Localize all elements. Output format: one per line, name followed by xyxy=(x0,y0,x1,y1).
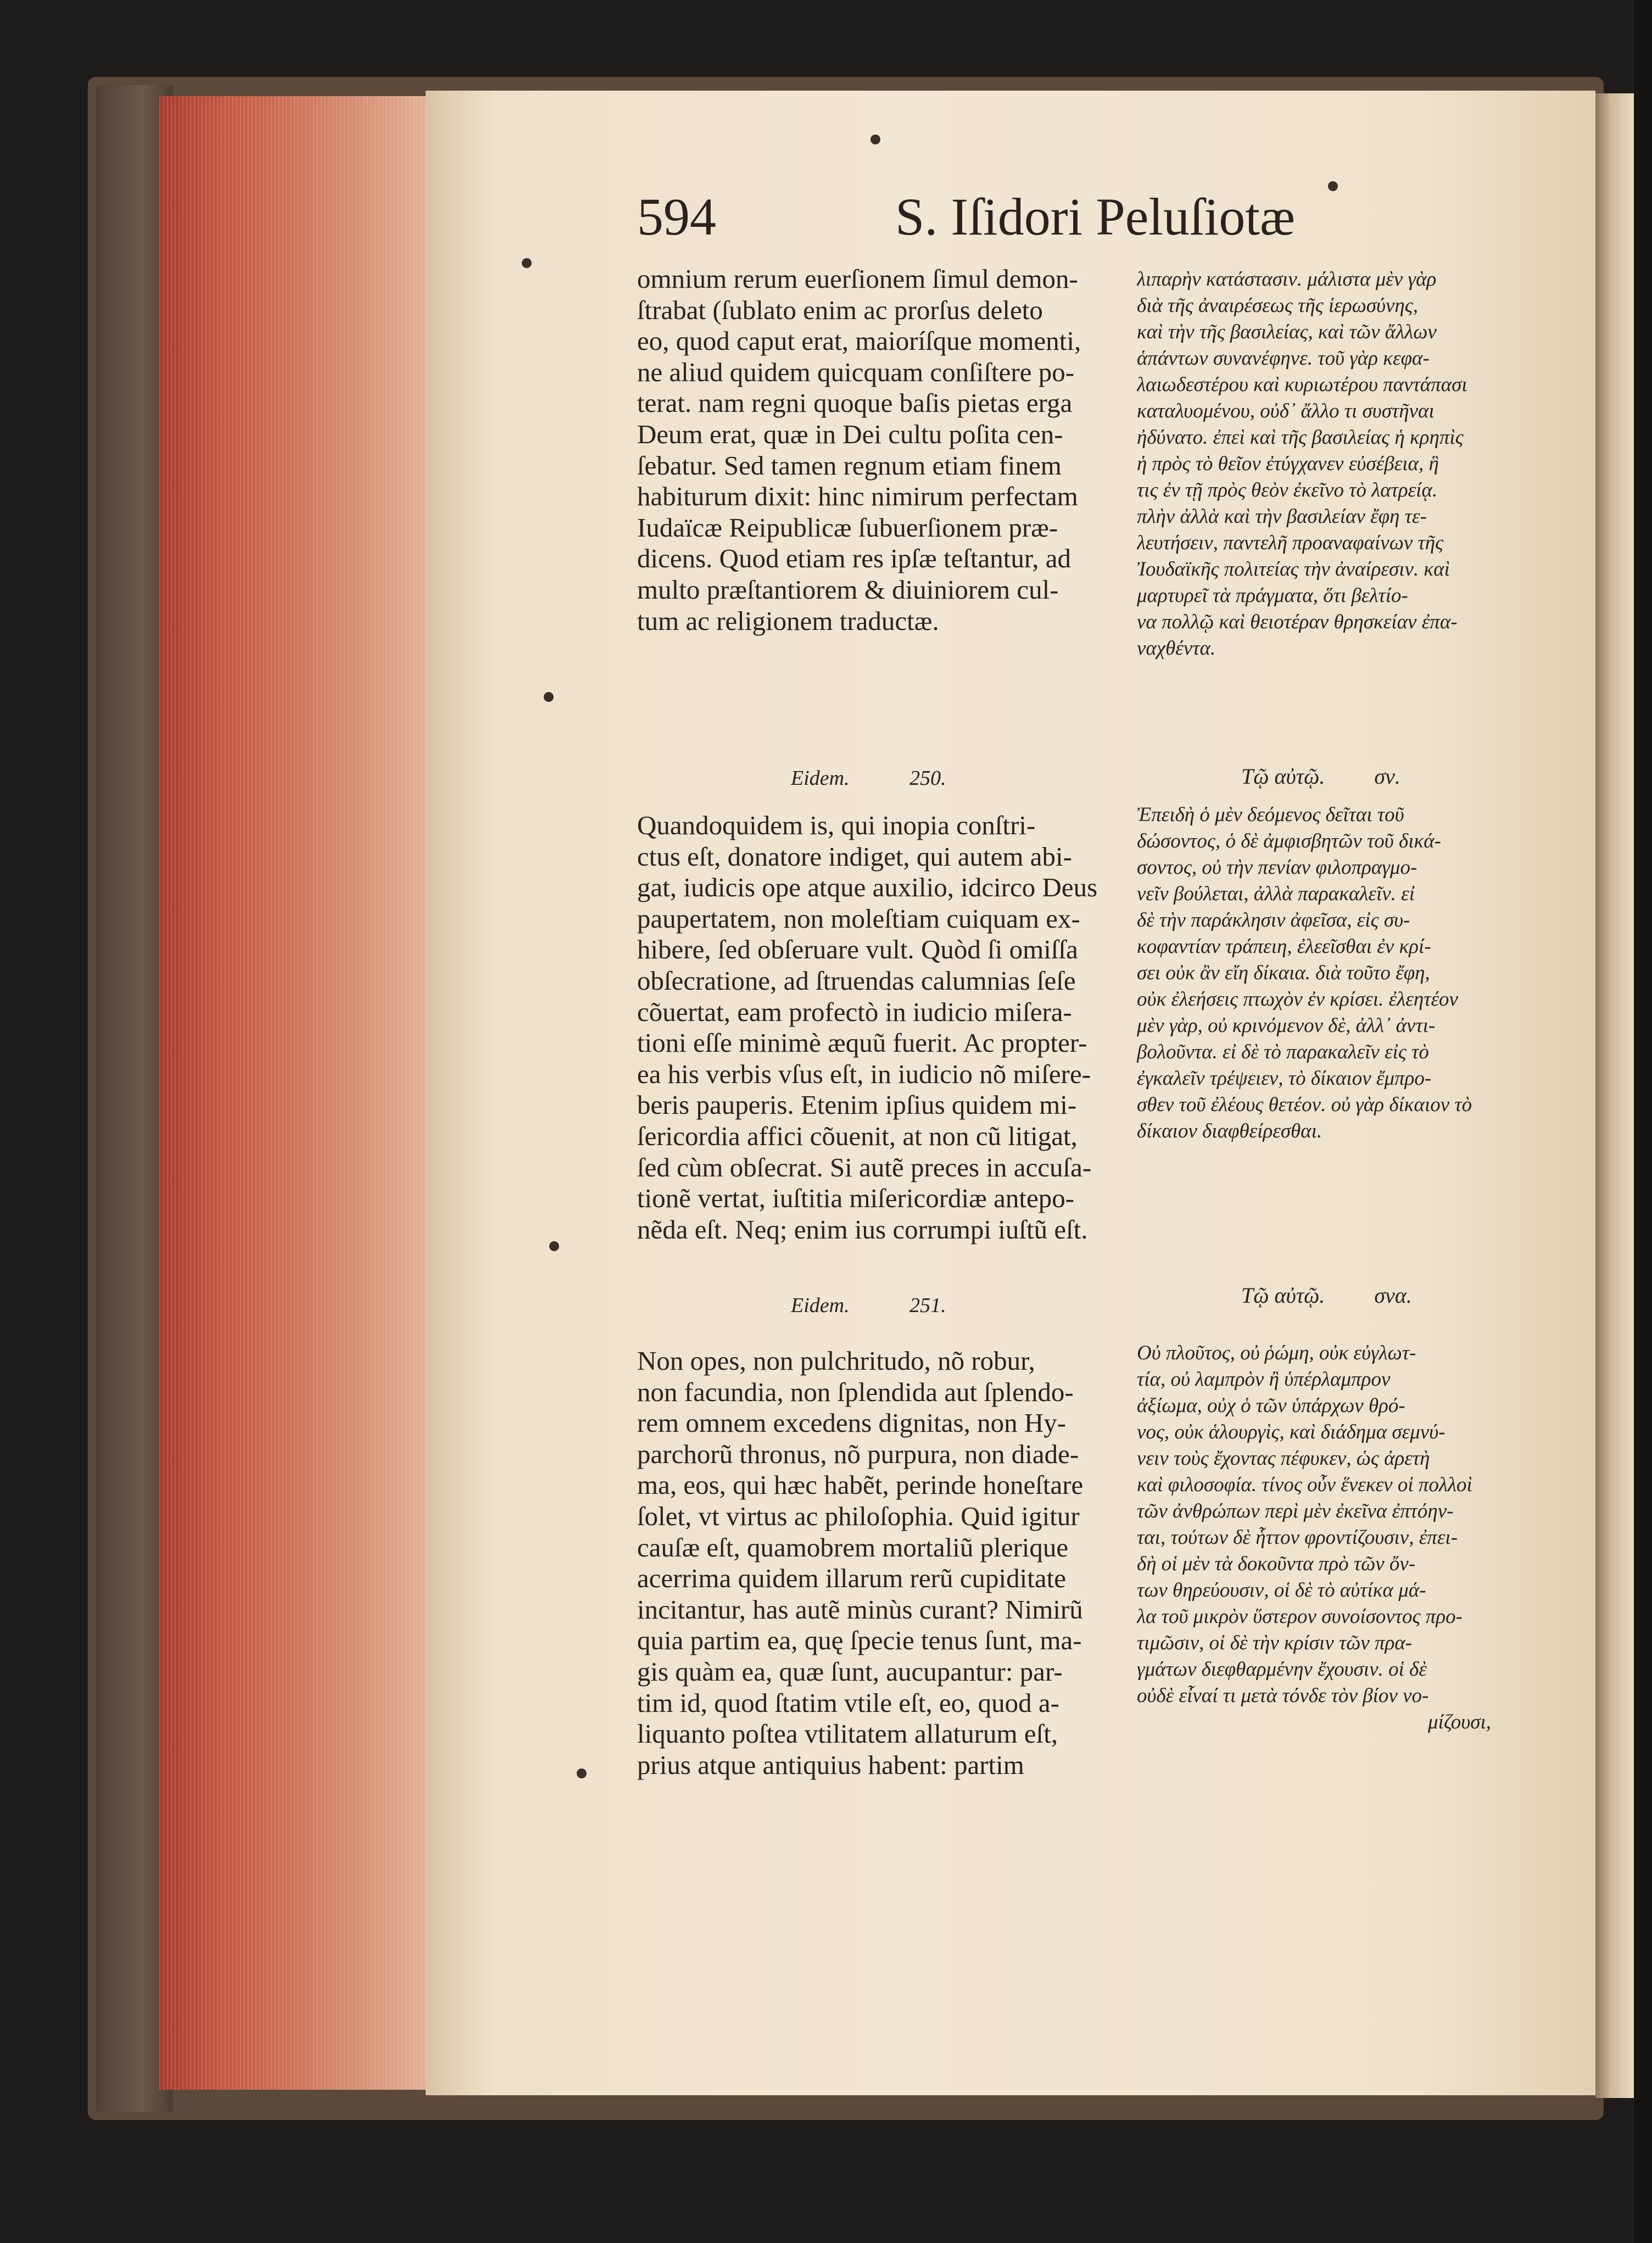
text-line: gat, iudicis ope atque auxilio, idcirco Deus xyxy=(637,872,1098,903)
text-line: οὐκ ἐλεήσεις πτωχὸν ἐν κρίσει. ἐλεητέον xyxy=(1137,988,1458,1011)
wormhole-mark xyxy=(870,135,880,144)
text-line: ea his verbis vſus eſt, in iudicio nõ miſere- xyxy=(637,1058,1091,1089)
heading-label: Eidem. xyxy=(791,767,850,790)
wormhole-mark xyxy=(1328,181,1338,191)
text-line: quia partim ea, quę ſpecie tenus ſunt, ma- xyxy=(637,1625,1082,1656)
text-line: hibere, ſed obſeruare vult. Quòd ſi omiſſa xyxy=(637,934,1078,965)
text-line: eo, quod caput erat, maioríſque momenti, xyxy=(637,326,1081,356)
text-line: multo præſtantiorem & diuiniorem cul- xyxy=(637,574,1059,605)
page-number: 594 xyxy=(637,187,716,246)
text-line: διὰ τῆς ἀναιρέσεως τῆς ἱερωσύνης, xyxy=(1137,294,1418,317)
text-line: beris pauperis. Etenim ipſius quidem mi- xyxy=(637,1090,1077,1120)
text-line: γμάτων διεφθαρμένην ἔχουσιν. οἱ δὲ xyxy=(1137,1658,1427,1681)
text-line: λα τοῦ μικρὸν ὕστερον συνοίσοντος προ- xyxy=(1137,1605,1463,1628)
text-line: νεῖν βούλεται, ἀλλὰ παρακαλεῖν. εἰ xyxy=(1137,883,1415,905)
text-line: Iudaïcæ Reipublicæ ſubuerſionem præ- xyxy=(637,512,1058,543)
text-line: Ἐπειδὴ ὁ μὲν δεόμενος δεῖται τοῦ xyxy=(1137,804,1404,826)
text-line: καταλυομένου, οὐδ᾽ ἄλλο τι συστῆναι xyxy=(1137,400,1435,422)
text-line: πλὴν ἀλλὰ καὶ τὴν βασιλείαν ἔφη τε- xyxy=(1137,505,1427,528)
text-line: δώσοντος, ὁ δὲ ἀμφισβητῶν τοῦ δικά- xyxy=(1137,830,1441,852)
text-line: rem omnem excedens dignitas, non Hy- xyxy=(637,1408,1067,1438)
text-line: ſericordia affici cõuenit, at non cũ litigat, xyxy=(637,1120,1078,1151)
text-line: Quandoquidem is, qui inopia conſtri- xyxy=(637,810,1036,840)
text-line: καὶ τὴν τῆς βασιλείας, καὶ τῶν ἄλλων xyxy=(1137,321,1437,343)
text-line: liquanto poſtea vtilitatem allaturum eſt, xyxy=(637,1718,1058,1749)
text-line: tum ac religionem traductæ. xyxy=(637,605,939,636)
letter-heading-latin xyxy=(791,1293,1065,1318)
text-line: ſebatur. Sed tamen regnum etiam finem xyxy=(637,450,1062,481)
text-line: μίζουσι, xyxy=(1428,1711,1491,1733)
latin-text-block xyxy=(637,1346,1131,1781)
text-line: Οὐ πλοῦτος, οὐ ῥώμη, οὐκ εὐγλωτ- xyxy=(1137,1342,1416,1364)
text-line: ἠδύνατο. ἐπεὶ καὶ τῆς βασιλείας ἡ κρηπὶς xyxy=(1137,426,1464,449)
text-line: ἡ πρὸς τὸ θεῖον ἐτύγχανεν εὐσέβεια, ἣ xyxy=(1137,453,1439,475)
text-line: dicens. Quod etiam res ipſæ teſtantur, ad xyxy=(637,543,1071,574)
text-line: δὴ οἱ μὲν τὰ δοκοῦντα πρὸ τῶν ὄν- xyxy=(1137,1553,1416,1575)
text-line: ma, eos, qui hæc habẽt, perinde honeſtare xyxy=(637,1470,1084,1500)
text-line: ctus eſt, donatore indiget, qui autem abi- xyxy=(637,841,1072,872)
text-line: prius atque antiquius habent: partim xyxy=(637,1749,1024,1780)
text-line: ἀξίωμα, οὐχ ὁ τῶν ὑπάρχων θρό- xyxy=(1137,1394,1405,1417)
text-line: των θηρεύουσιν, οἱ δὲ τὸ αὐτίκα μά- xyxy=(1137,1579,1426,1602)
text-line: τις ἐν τῇ πρὸς θεὸν ἐκεῖνο τὸ λατρείᾳ. xyxy=(1137,479,1438,501)
letter-number: σν. xyxy=(1374,764,1400,789)
text-line: ne aliud quidem quicquam conſiſtere po- xyxy=(637,356,1075,387)
wormhole-mark xyxy=(577,1768,587,1778)
running-head xyxy=(637,187,1318,258)
letter-heading-latin xyxy=(791,766,1065,790)
text-line: obſecratione, ad ſtruendas calumnias ſeſe xyxy=(637,965,1076,996)
text-line: βολοῦντα. εἰ δὲ τὸ παρακαλεῖν εἰς τὸ xyxy=(1137,1041,1429,1063)
page-title: S. Iſidori Peluſiotæ xyxy=(895,187,1296,246)
text-line: κοφαντίαν τράπειη, ἐλεεῖσθαι ἐν κρί- xyxy=(1137,935,1431,958)
text-line: νειν τοὺς ἔχοντας πέφυκεν, ὡς ἀρετὴ xyxy=(1137,1447,1430,1470)
facing-page-edge xyxy=(1595,93,1634,2098)
text-line: incitantur, has autẽ minùs curant? Nimirũ xyxy=(637,1594,1083,1625)
text-line: cauſæ eſt, quamobrem mortaliũ plerique xyxy=(637,1532,1069,1563)
text-line: paupertatem, non moleſtiam cuiquam ex- xyxy=(637,903,1080,934)
greek-text-block xyxy=(1137,802,1549,1145)
text-line: ται, τούτων δὲ ἧττον φροντίζουσιν, ἐπει- xyxy=(1137,1526,1458,1549)
text-line: λευτήσειν, παντελῆ προαναφαίνων τῆς xyxy=(1137,532,1444,554)
letter-heading-greek xyxy=(1241,1282,1472,1308)
text-line: ſtrabat (ſublato enim ac prorſus deleto xyxy=(637,294,1043,325)
text-line: λαιωδεστέρου καὶ κυριωτέρου παντάπασι xyxy=(1137,373,1467,396)
text-line: ſolet, vt virtus ac philoſophia. Quid igitur xyxy=(637,1500,1080,1531)
text-line: nẽda eſt. Neq; enim ius corrumpi iuſtũ eſt. xyxy=(637,1214,1088,1245)
text-line: λιπαρὴν κατάστασιν. μάλιστα μὲν γὰρ xyxy=(1137,268,1437,291)
text-line: μαρτυρεῖ τὰ πράγματα, ὅτι βελτίο- xyxy=(1137,584,1408,607)
text-line: τιμῶσιν, οἱ δὲ τὴν κρίσιν τῶν πρα- xyxy=(1137,1632,1413,1654)
letter-number: 251. xyxy=(909,1294,946,1317)
greek-text-block xyxy=(1137,266,1549,662)
text-line: tionẽ vertat, iuſtitia miſericordiæ antepo- xyxy=(637,1183,1075,1214)
text-line: cõuertat, eam profectò in iudicio miſera- xyxy=(637,996,1072,1027)
text-line: parchorũ thronus, nõ purpura, non diade- xyxy=(637,1438,1079,1469)
text-line: ἐγκαλεῖν τρέψειεν, τὸ δίκαιον ἔμπρο- xyxy=(1137,1067,1432,1090)
text-line: tim id, quod ſtatim vtile eſt, eo, quod a- xyxy=(637,1687,1059,1718)
text-line: Non opes, non pulchritudo, nõ robur, xyxy=(637,1346,1035,1376)
text-line: σοντος, οὐ τὴν πενίαν φιλοπραγμο- xyxy=(1137,856,1417,879)
text-line: habiturum dixit: hinc nimirum perfectam xyxy=(637,481,1078,512)
wormhole-mark xyxy=(549,1241,559,1251)
text-line: Deum erat, quæ in Dei cultu poſita cen- xyxy=(637,419,1063,449)
greek-text-block xyxy=(1137,1340,1549,1736)
text-line: δίκαιον διαφθείρεσθαι. xyxy=(1137,1120,1322,1142)
text-line: μὲν γὰρ, οὐ κρινόμενον δὲ, ἀλλ᾽ ἀντι- xyxy=(1137,1014,1436,1037)
text-line: να πολλῷ καὶ θειοτέραν θρησκείαν ἐπα- xyxy=(1137,611,1458,633)
text-line: ſed cùm obſecrat. Si autẽ preces in accuſa- xyxy=(637,1152,1092,1182)
wormhole-mark xyxy=(544,692,554,702)
text-line: οὐδὲ εἶναί τι μετὰ τόνδε τὸν βίον νο- xyxy=(1137,1684,1429,1707)
text-line: νος, οὐκ ἁλουργὶς, καὶ διάδημα σεμνύ- xyxy=(1137,1421,1446,1443)
letter-number: 250. xyxy=(909,767,946,790)
text-line: omnium rerum euerſionem ſimul demon- xyxy=(637,264,1078,294)
latin-text-block xyxy=(637,810,1131,1245)
heading-label: Τῷ αὐτῷ. xyxy=(1241,764,1325,789)
text-line: ἁπάντων συνανέφηνε. τοῦ γὰρ κεφα- xyxy=(1137,347,1430,370)
letter-number: σνα. xyxy=(1374,1283,1412,1308)
text-line: acerrima quidem illarum rerũ cupiditate xyxy=(637,1563,1066,1594)
text-line: σθεν τοῦ ἐλέους θετέον. οὐ γὰρ δίκαιον τὸ xyxy=(1137,1093,1472,1116)
letter-heading-greek xyxy=(1241,763,1472,789)
text-line: terat. nam regni quoque baſis pietas erga xyxy=(637,388,1073,419)
text-line: καὶ φιλοσοφία. τίνος οὖν ἕνεκεν οἱ πολλοὶ xyxy=(1137,1474,1472,1496)
text-line: ναχθέντα. xyxy=(1137,637,1216,660)
wormhole-mark xyxy=(522,258,532,268)
background-strip xyxy=(1634,0,1652,2243)
text-line: δὲ τὴν παράκλησιν ἀφεῖσα, εἰς συ- xyxy=(1137,909,1410,931)
text-line: non facundia, non ſplendida aut ſplendo- xyxy=(637,1376,1074,1407)
text-line: gis quàm ea, quæ ſunt, aucupantur: par- xyxy=(637,1656,1063,1687)
red-page-edges xyxy=(159,96,434,2090)
heading-label: Eidem. xyxy=(791,1294,850,1317)
heading-label: Τῷ αὐτῷ. xyxy=(1241,1283,1325,1308)
text-line: τία, οὐ λαμπρὸν ἢ ὑπέρλαμπρον xyxy=(1137,1368,1391,1391)
latin-text-block xyxy=(637,264,1131,637)
text-line: Ἰουδαϊκῆς πολιτείας τὴν ἀναίρεσιν. καὶ xyxy=(1137,558,1450,581)
text-line: τῶν ἀνθρώπων περὶ μὲν ἐκεῖνα ἐπτόην- xyxy=(1137,1500,1454,1522)
text-line: tioni eſſe minimè æquũ fuerit. Ac propter- xyxy=(637,1028,1087,1058)
text-line: σει οὐκ ἂν εἴη δίκαια. διὰ τοῦτο ἔφη, xyxy=(1137,962,1430,984)
